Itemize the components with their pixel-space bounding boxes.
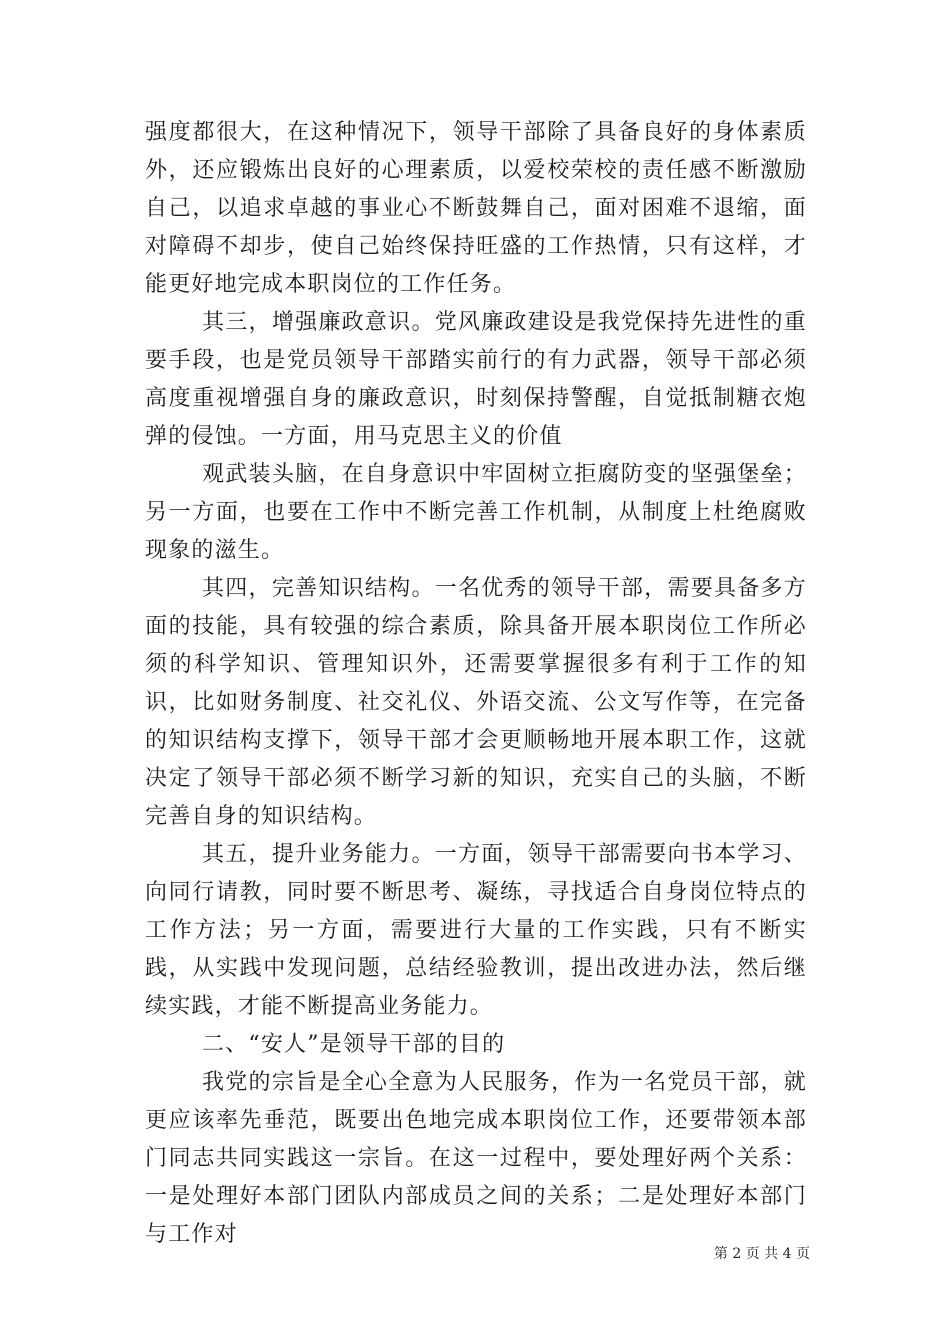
- paragraph-4: 其四，完善知识结构。一名优秀的领导干部，需要具备多方面的技能，具有较强的综合素质，除具备开展本职岗位工作所必须的科学知识、管理知识外，还需要掌握很多有利于工作的知识，比如财务制度、社交礼仪、外语交流、公文写作等，在完备的知识结构支撑下，领导干部才会更顺畅地开展本职工作，这就决定了领导干部必须不断学习新的知识，充实自己的头脑，不断完善自身的知识结构。: [145, 576, 807, 829]
- paragraph-5: 其五，提升业务能力。一方面，领导干部需要向书本学习、向同行请教，同时要不断思考、凝练，寻找适合自身岗位特点的工作方法；另一方面，需要进行大量的工作实践，只有不断实践，从实践中发现问题，总结经验教训，提出改进办法，然后继续实践，才能不断提高业务能力。: [145, 842, 807, 1019]
- document-body: [145, 114, 807, 1254]
- paragraph-3: 观武装头脑，在自身意识中牢固树立拒腐防变的坚强堡垒；另一方面，也要在工作中不断完善工作机制，从制度上杜绝腐败现象的滋生。: [145, 462, 807, 563]
- paragraph-7: 我党的宗旨是全心全意为人民服务，作为一名党员干部，就更应该率先垂范，既要出色地完成本职岗位工作，还要带领本部门同志共同实践这一宗旨。在这一过程中，要处理好两个关系：一是处理好本部门团队内部成员之间的关系；二是处理好本部门与工作对: [145, 1070, 807, 1247]
- page-number: 第 2 页 共 4 页: [713, 1246, 810, 1262]
- section-heading: 二、“安人”是领导干部的目的: [202, 1032, 506, 1057]
- paragraph-1: 强度都很大，在这种情况下，领导干部除了具备良好的身体素质外，还应锻炼出良好的心理素质，以爱校荣校的责任感不断激励自己，以追求卓越的事业心不断鼓舞自己，面对困难不退缩，面对障碍不却步，使自己始终保持旺盛的工作热情，只有这样，才能更好地完成本职岗位的工作任务。: [145, 120, 807, 297]
- paragraph-2: 其三，增强廉政意识。党风廉政建设是我党保持先进性的重要手段，也是党员领导干部踏实前行的有力武器，领导干部必须高度重视增强自身的廉政意识，时刻保持警醒，自觉抵制糖衣炮弹的侵蚀。一方面，用马克思主义的价值: [145, 310, 807, 449]
